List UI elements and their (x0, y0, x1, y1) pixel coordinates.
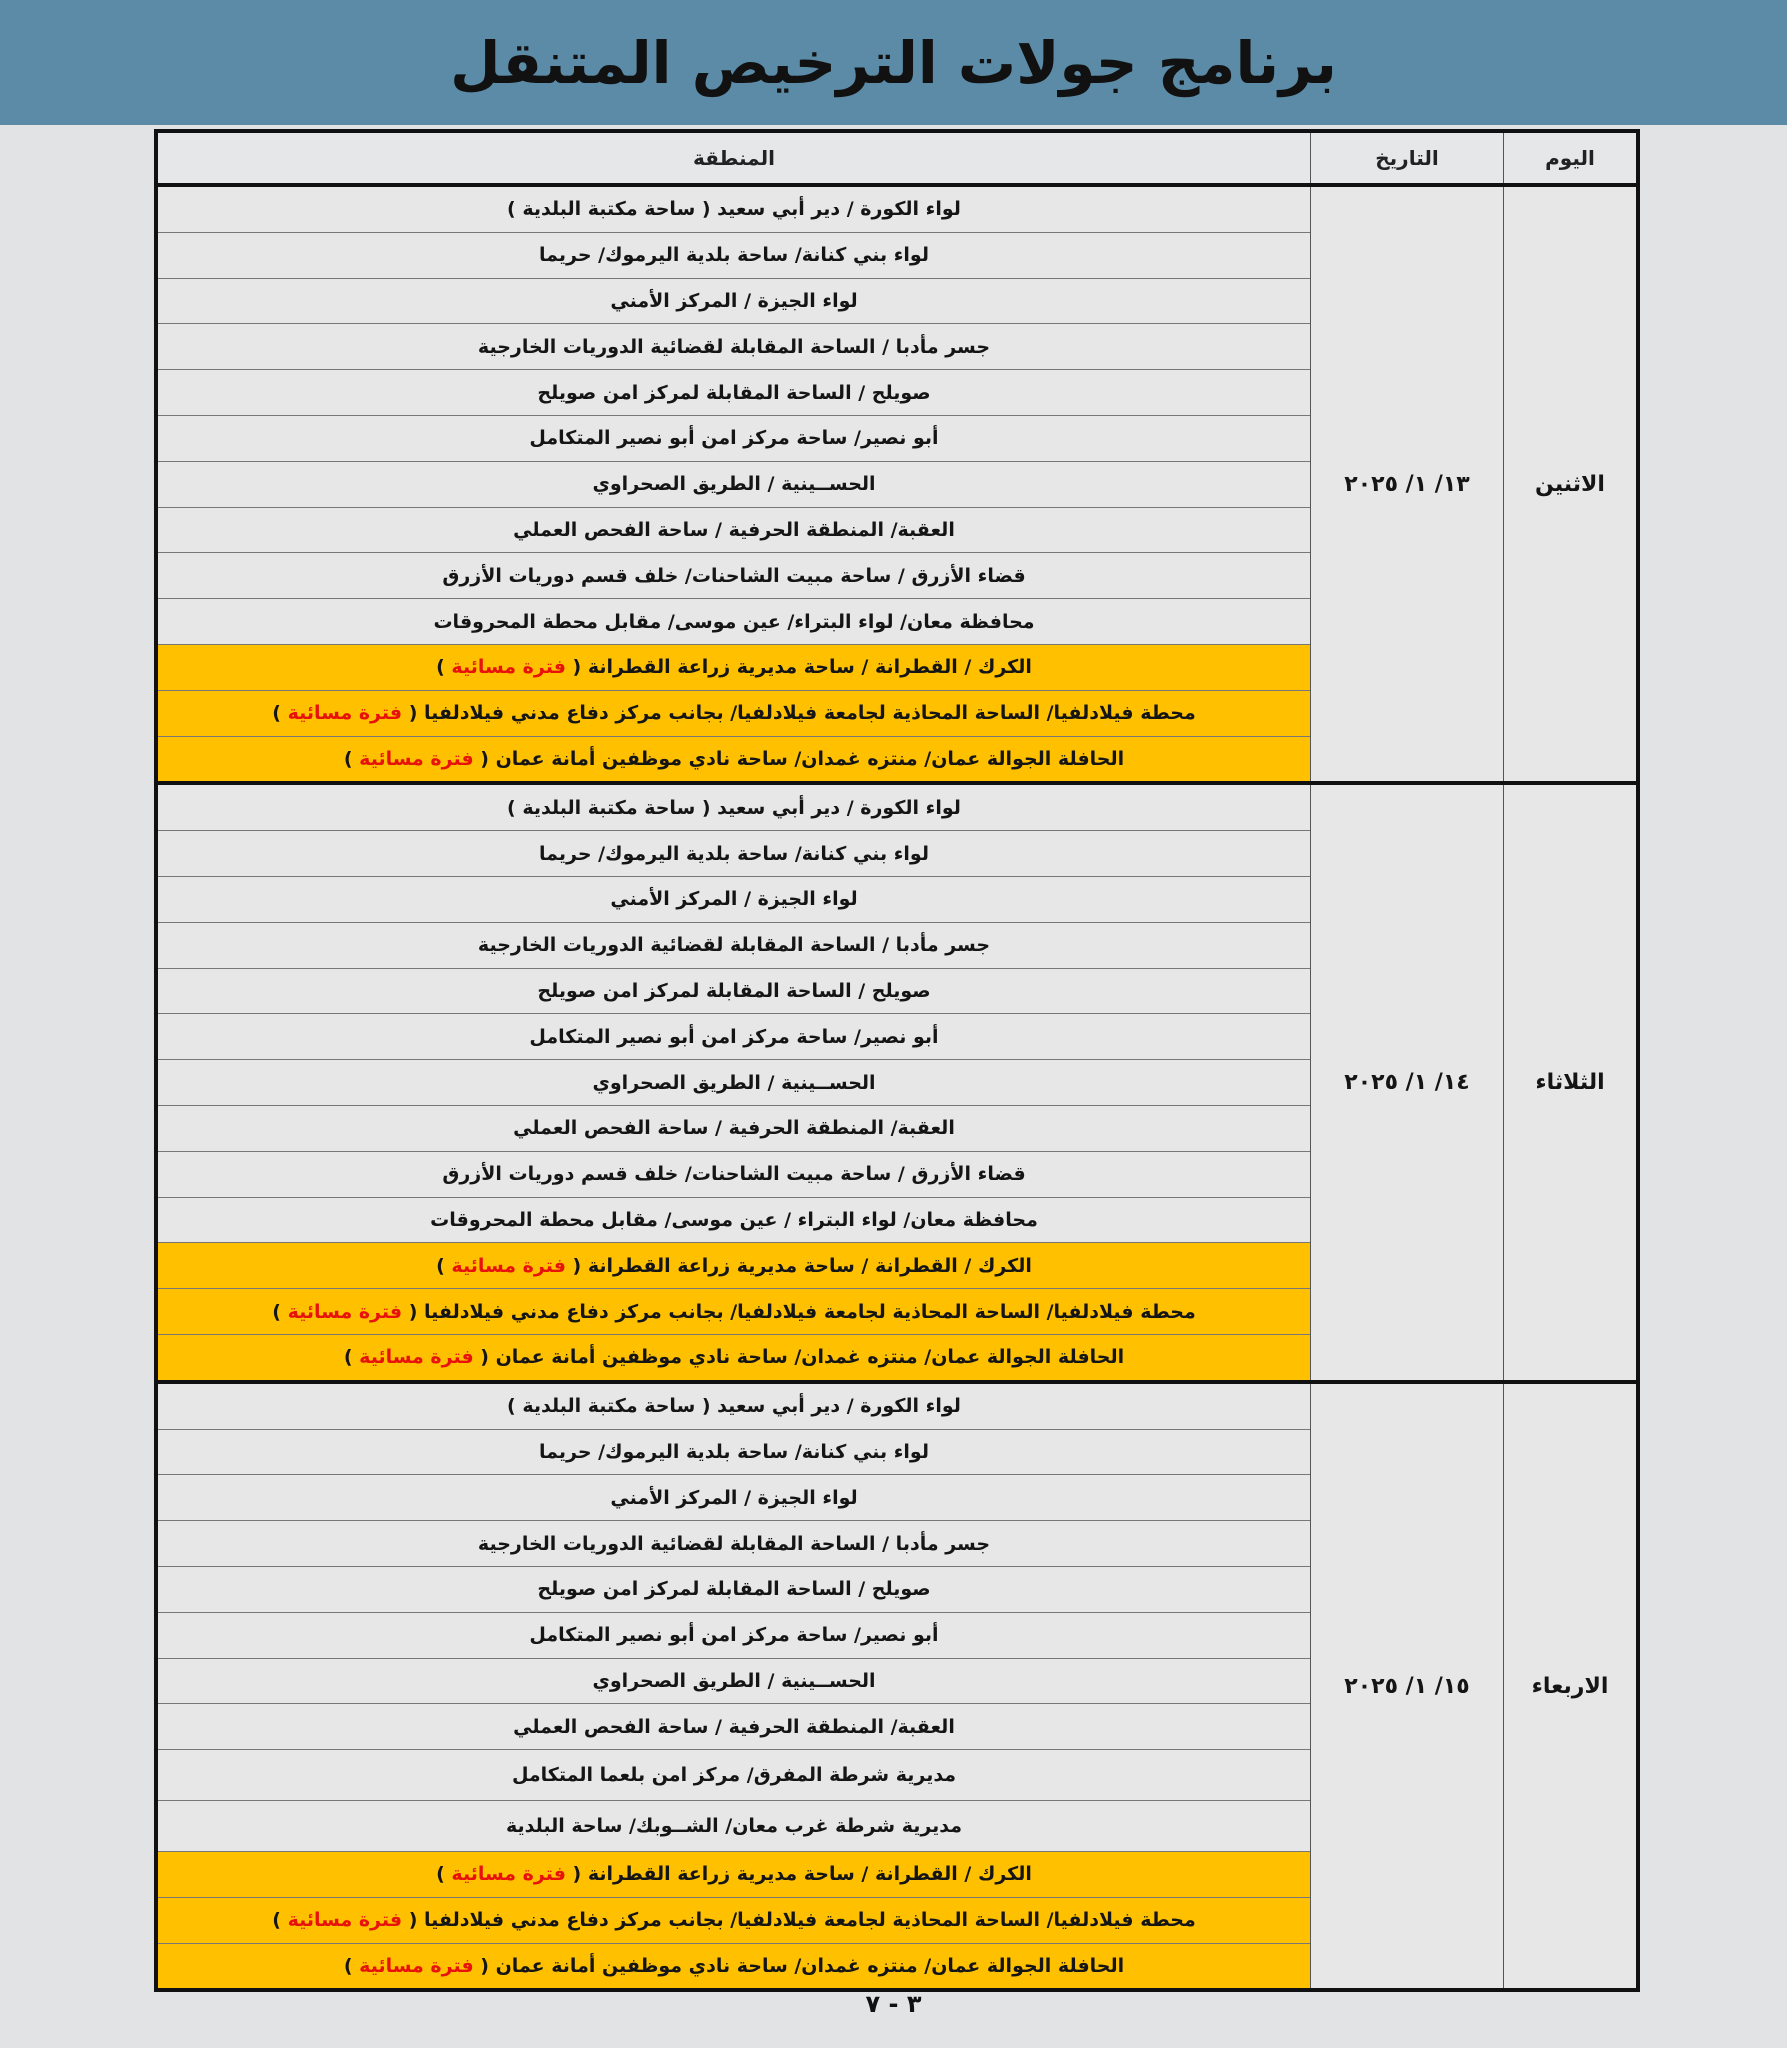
area-cell (156, 278, 1311, 324)
date-cell: ١٤/ ١/ ٢٠٢٥ (1311, 783, 1504, 1381)
area-text: الحســينية / الطريق الصحراوي (592, 1071, 876, 1094)
closing-paren: ) (343, 747, 353, 770)
area-text: لواء الجيزة / المركز الأمني (610, 888, 858, 911)
area-text: العقبة/ المنطقة الحرفية / ساحة الفحص العملي (513, 518, 955, 541)
area-cell (156, 1566, 1311, 1612)
area-cell-evening (156, 1852, 1311, 1898)
closing-paren: ) (436, 1254, 445, 1277)
day-cell: الثلاثاء (1504, 783, 1639, 1381)
table-row (156, 1382, 1638, 1429)
table-row (156, 185, 1638, 232)
area-cell (156, 783, 1311, 830)
area-cell (156, 324, 1311, 370)
area-cell (156, 461, 1311, 507)
header-area: المنطقة (156, 131, 1311, 185)
area-cell-evening (156, 1897, 1311, 1943)
area-cell-evening (156, 1289, 1311, 1335)
table-header-row (156, 131, 1638, 185)
area-cell (156, 1382, 1311, 1429)
area-cell (156, 185, 1311, 232)
date-cell: ١٥/ ١/ ٢٠٢٥ (1311, 1382, 1504, 1991)
evening-period-note: فترة مسائية (287, 1909, 403, 1932)
area-text: الحافلة الجوالة عمان/ منتزه غمدان/ ساحة نادي موظفين أمانة عمان ( (480, 747, 1125, 770)
area-cell (156, 1750, 1311, 1801)
area-text: صويلح / الساحة المقابلة لمركز امن صويلح (537, 1578, 931, 1601)
area-cell-evening (156, 690, 1311, 736)
evening-period-note: فترة مسائية (359, 1346, 474, 1369)
area-cell (156, 232, 1311, 278)
area-text: لواء الجيزة / المركز الأمني (610, 289, 858, 312)
area-cell (156, 507, 1311, 553)
area-cell (156, 1014, 1311, 1060)
area-cell (156, 553, 1311, 599)
area-text: محطة فيلادلفيا/ الساحة المحاذية لجامعة فيلادلفيا/ بجانب مركز دفاع مدني فيلادلفيا ( (408, 1909, 1196, 1932)
header-date: التاريخ (1311, 131, 1504, 185)
table-row (156, 783, 1638, 830)
area-text: أبو نصير/ ساحة مركز امن أبو نصير المتكامل (529, 1025, 939, 1048)
area-text: لواء الكورة / دير أبي سعيد ( ساحة مكتبة البلدية ) (507, 796, 961, 819)
area-text: صويلح / الساحة المقابلة لمركز امن صويلح (537, 979, 931, 1002)
evening-period-note: فترة مسائية (359, 1955, 474, 1978)
area-text: لواء بني كنانة/ ساحة بلدية اليرموك/ حريما (539, 244, 929, 267)
evening-period-note: فترة مسائية (451, 1863, 566, 1886)
area-text: صويلح / الساحة المقابلة لمركز امن صويلح (537, 381, 931, 404)
area-text: قضاء الأزرق / ساحة مبيت الشاحنات/ خلف قسم دوريات الأزرق (442, 564, 1026, 587)
schedule-table (154, 129, 1640, 1992)
closing-paren: ) (436, 656, 445, 679)
area-cell (156, 1197, 1311, 1243)
area-text: الكرك / القطرانة / ساحة مديرية زراعة القطرانة ( (572, 1863, 1032, 1886)
area-cell (156, 831, 1311, 877)
schedule-body (156, 185, 1638, 1990)
area-text: الحســينية / الطريق الصحراوي (592, 473, 876, 496)
area-text: لواء بني كنانة/ ساحة بلدية اليرموك/ حريما (539, 842, 929, 865)
evening-period-note: فترة مسائية (287, 1300, 403, 1323)
area-text: لواء الكورة / دير أبي سعيد ( ساحة مكتبة البلدية ) (507, 198, 961, 221)
area-cell (156, 1521, 1311, 1567)
area-cell-evening (156, 1943, 1311, 1990)
evening-period-note: فترة مسائية (451, 656, 566, 679)
area-text: محطة فيلادلفيا/ الساحة المحاذية لجامعة فيلادلفيا/ بجانب مركز دفاع مدني فيلادلفيا ( (408, 1300, 1196, 1323)
area-text: الحســينية / الطريق الصحراوي (592, 1669, 876, 1692)
area-cell (156, 1801, 1311, 1852)
closing-paren: ) (272, 1300, 281, 1323)
area-text: جسر مأدبا / الساحة المقابلة لقضائية الدوريات الخارجية (477, 1532, 991, 1555)
evening-period-note: فترة مسائية (359, 747, 474, 770)
area-text: لواء الكورة / دير أبي سعيد ( ساحة مكتبة البلدية ) (507, 1395, 961, 1418)
area-cell (156, 1105, 1311, 1151)
area-text: لواء الجيزة / المركز الأمني (610, 1486, 858, 1509)
area-cell (156, 599, 1311, 645)
header-day: اليوم (1504, 131, 1639, 185)
area-text: مديرية شرطة المفرق/ مركز امن بلعما المتكامل (511, 1764, 957, 1787)
evening-period-note: فترة مسائية (287, 702, 403, 725)
area-cell (156, 1060, 1311, 1106)
area-cell (156, 1704, 1311, 1750)
page-indicator: ٣ - ٧ (865, 1990, 922, 2018)
area-text: محطة فيلادلفيا/ الساحة المحاذية لجامعة فيلادلفيا/ بجانب مركز دفاع مدني فيلادلفيا ( (408, 702, 1196, 725)
area-text: محافظة معان/ لواء البتراء / عين موسى/ مقابل محطة المحروقات (430, 1208, 1038, 1231)
area-cell (156, 922, 1311, 968)
closing-paren: ) (436, 1863, 445, 1886)
area-text: أبو نصير/ ساحة مركز امن أبو نصير المتكامل (529, 1624, 939, 1647)
area-cell (156, 370, 1311, 416)
area-cell-evening (156, 1334, 1311, 1381)
area-cell-evening (156, 736, 1311, 783)
area-cell (156, 1151, 1311, 1197)
day-cell: الاربعاء (1504, 1382, 1639, 1991)
area-text: جسر مأدبا / الساحة المقابلة لقضائية الدوريات الخارجية (477, 934, 991, 957)
closing-paren: ) (272, 702, 281, 725)
area-cell (156, 1475, 1311, 1521)
area-cell-evening (156, 644, 1311, 690)
area-text: الكرك / القطرانة / ساحة مديرية زراعة القطرانة ( (572, 1254, 1032, 1277)
area-cell (156, 876, 1311, 922)
closing-paren: ) (343, 1346, 353, 1369)
area-cell (156, 968, 1311, 1014)
page-header (0, 0, 1787, 125)
evening-period-note: فترة مسائية (451, 1254, 566, 1277)
area-text: الحافلة الجوالة عمان/ منتزه غمدان/ ساحة نادي موظفين أمانة عمان ( (480, 1346, 1125, 1369)
area-text: العقبة/ المنطقة الحرفية / ساحة الفحص العملي (513, 1117, 955, 1140)
area-cell (156, 1429, 1311, 1475)
page-title: برنامج جولات الترخيص المتنقل (450, 28, 1337, 97)
area-text: قضاء الأزرق / ساحة مبيت الشاحنات/ خلف قسم دوريات الأزرق (442, 1163, 1026, 1186)
area-text: الكرك / القطرانة / ساحة مديرية زراعة القطرانة ( (572, 656, 1032, 679)
area-text: الحافلة الجوالة عمان/ منتزه غمدان/ ساحة نادي موظفين أمانة عمان ( (480, 1955, 1125, 1978)
area-text: لواء بني كنانة/ ساحة بلدية اليرموك/ حريما (539, 1440, 929, 1463)
closing-paren: ) (343, 1955, 353, 1978)
date-cell: ١٣/ ١/ ٢٠٢٥ (1311, 185, 1504, 783)
area-cell (156, 1612, 1311, 1658)
area-text: العقبة/ المنطقة الحرفية / ساحة الفحص العملي (513, 1715, 955, 1738)
area-cell (156, 1658, 1311, 1704)
closing-paren: ) (272, 1909, 281, 1932)
area-cell (156, 415, 1311, 461)
area-text: محافظة معان/ لواء البتراء/ عين موسى/ مقابل محطة المحروقات (433, 610, 1035, 633)
area-text: مديرية شرطة غرب معان/ الشــوبك/ ساحة البلدية (505, 1815, 963, 1838)
area-text: جسر مأدبا / الساحة المقابلة لقضائية الدوريات الخارجية (477, 335, 991, 358)
day-cell: الاثنين (1504, 185, 1639, 783)
area-cell-evening (156, 1243, 1311, 1289)
area-text: أبو نصير/ ساحة مركز امن أبو نصير المتكامل (529, 427, 939, 450)
